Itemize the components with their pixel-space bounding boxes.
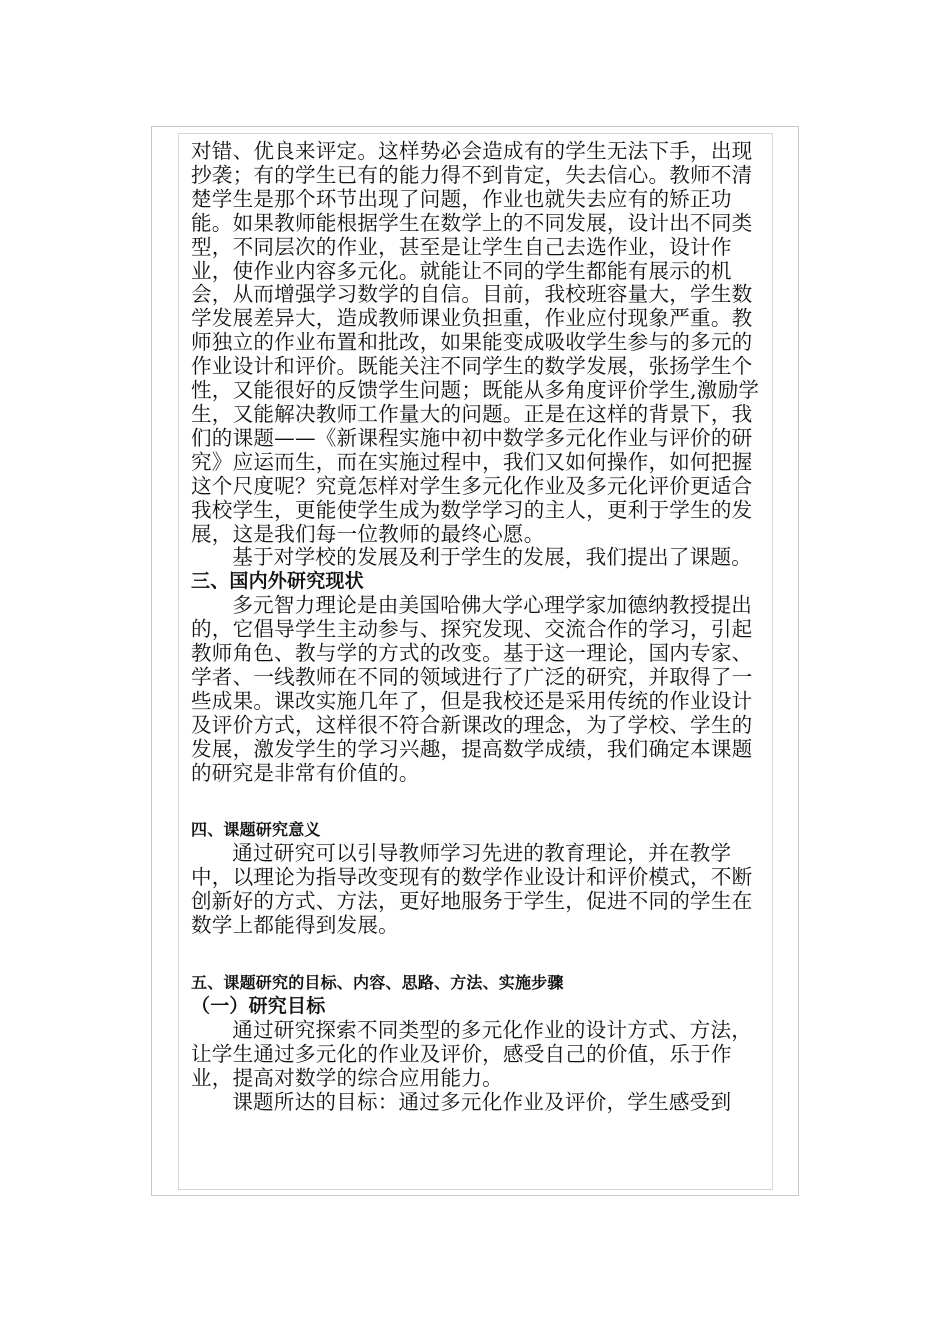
paragraph-target-goals: 课题所达的目标：通过多元化作业及评价，学生感受到 [232, 1089, 732, 1114]
paragraph-research-significance: 通过研究可以引导教师学习先进的教育理论，并在教学中，以理论为指导改变现有的数学作业设计和评价模式，不断创新好的方式、方法，更好地服务于学生，促进不同的学生在数学上都能得到发展。 [191, 841, 753, 938]
paragraph-research-goals: 通过研究探索不同类型的多元化作业的设计方式、方法，让学生通过多元化的作业及评价，感受自己的价值，乐于作业，提高对数学的综合应用能力。 [191, 1017, 753, 1090]
document-body [191, 140, 763, 1114]
heading-research-status: 三、国内外研究现状 [191, 570, 364, 593]
paragraph-proposal: 基于对学校的发展及利于学生的发展，我们提出了课题。 [232, 545, 753, 570]
heading-research-significance: 四、课题研究意义 [191, 820, 321, 840]
paragraph-research-status: 多元智力理论是由美国哈佛大学心理学家加德纳教授提出的，它倡导学生主动参与、探究发现、交流合作的学习，引起教师角色、教与学的方式的改变。基于这一理论，国内专家、学者、一线教师在不同的领域进行了广泛的研究，并取得了一些成果。课改实施几年了，但是我校还是采用传统的作业设计及评价方式，这样很不符合新课改的理念，为了学校、学生的发展，激发学生的学习兴趣，提高数学成绩，我们确定本课题的研究是非常有价值的。 [191, 593, 753, 785]
heading-research-goals-content: 五、课题研究的目标、内容、思路、方法、实施步骤 [191, 973, 564, 992]
subheading-research-goals: （一）研究目标 [191, 994, 326, 1017]
paragraph-background: 对错、优良来评定。这样势必会造成有的学生无法下手，出现抄袭；有的学生已有的能力得不到肯定，失去信心。教师不清楚学生是那个环节出现了问题，作业也就失去应有的矫正功能。如果教师能根据学生在数学上的不同发展，设计出不同类型，不同层次的作业，甚至是让学生自己去选作业，设计作业，使作业内容多元化。就能让不同的学生都能有展示的机会，从而增强学习数学的自信。目前，我校班容量大，学生数学发展差异大，造成教师课业负担重，作业应付现象严重。教师独立的作业布置和批改，如果能变成吸收学生参与的多元的作业设计和评价。既能关注不同学生的数学发展，张扬学生个性，又能很好的反馈学生问题；既能从多角度评价学生,激励学生，又能解决教师工作量大的问题。正是在这样的背景下，我们的课题——《新课程实施中初中数学多元化作业与评价的研究》应运而生，而在实施过程中，我们又如何操作，如何把握这个尺度呢？究竟怎样对学生多元化作业及多元化评价更适合我校学生，更能使学生成为数学学习的主人，更利于学生的发展，这是我们每一位教师的最终心愿。 [191, 139, 760, 546]
